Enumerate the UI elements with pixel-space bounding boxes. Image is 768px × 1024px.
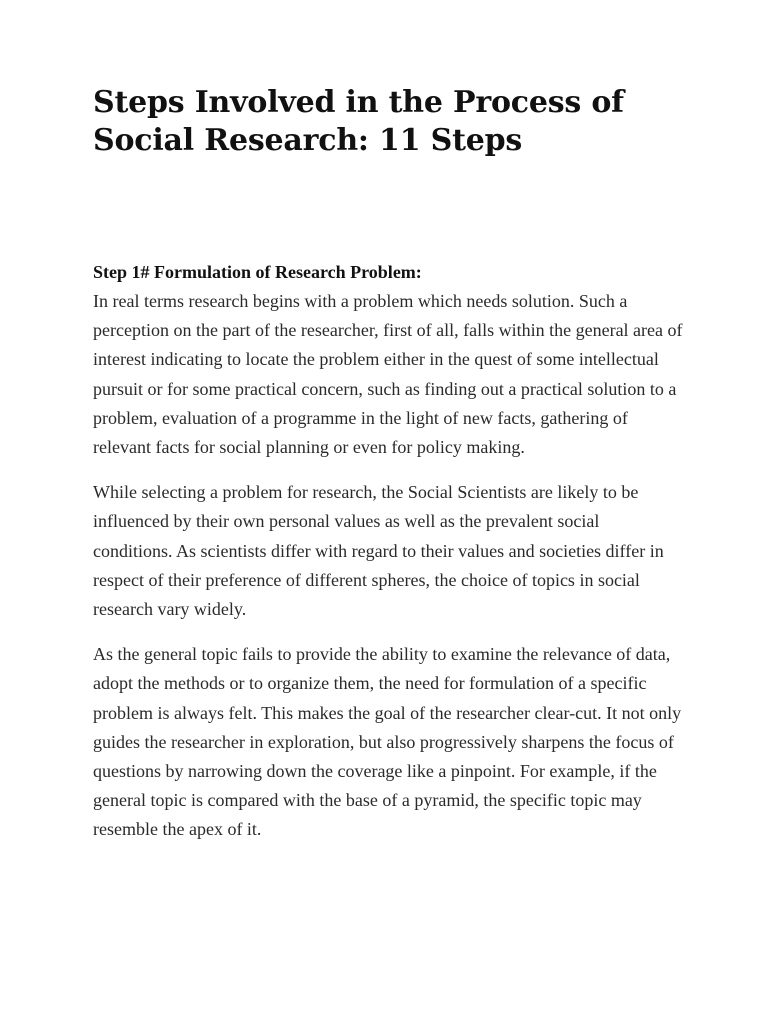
article-title: Steps Involved in the Process of Social Research: 11 Steps [93,85,624,158]
paragraph-1: In real terms research begins with a problem which needs solution. Such a perception on the part of the researcher, first of all, falls within the general area of interest indicating to locate the problem either in the quest of some intellectual pursuit or for some practical concern, such as finding out a practical solution to a problem, evaluation of a programme in the light of new facts, gathering of relevant facts for social planning or even for policy making. [93,291,683,458]
article-body [93,84,683,861]
paragraph-2: While selecting a problem for research, the Social Scientists are likely to be influenced by their own personal values as well as the prevalent social conditions. As scientists differ with regard to their values and societies differ in respect of their preference of different spheres, the choice of topics in social research vary widely. [93,482,664,620]
paragraph-3: As the general topic fails to provide the ability to examine the relevance of data, adopt the methods or to organize them, the need for formulation of a specific problem is always felt. This makes the goal of the researcher clear-cut. It not only guides the researcher in exploration, but also progressively sharpens the focus of questions by narrowing down the coverage like a pinpoint. For example, if the general topic is compared with the base of a pyramid, the specific topic may resemble the apex of it. [93,644,682,840]
step-1-heading: Step 1# Formulation of Research Problem: [93,262,422,282]
